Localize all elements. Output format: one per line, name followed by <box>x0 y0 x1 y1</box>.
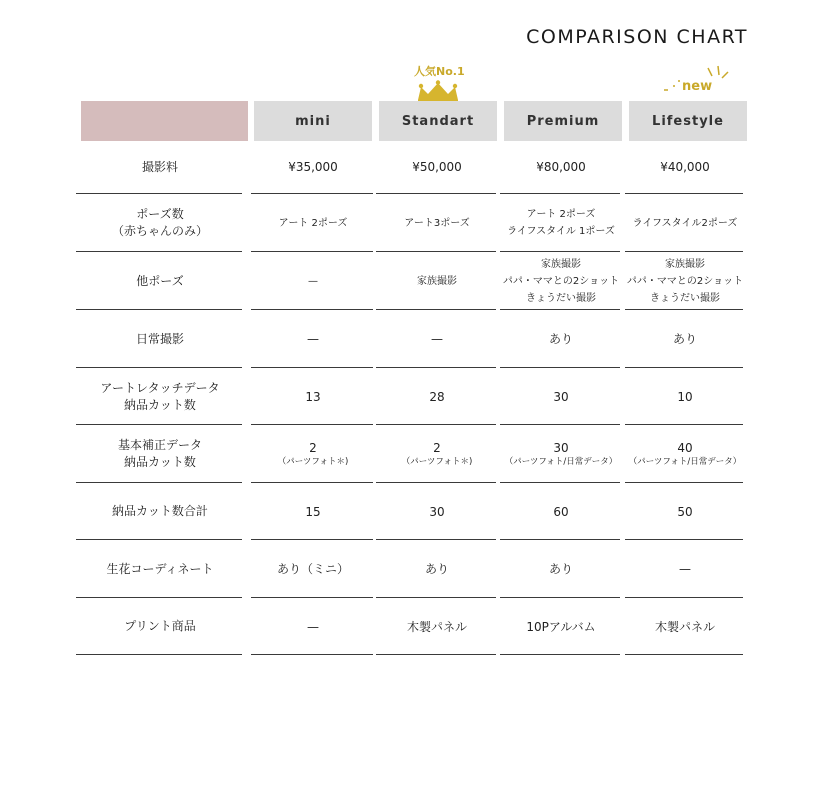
row-label-line: 日常撮影 <box>135 331 184 346</box>
plan-header-standart: Standart <box>379 101 497 141</box>
table-cell <box>251 540 375 598</box>
table-cell <box>500 368 622 425</box>
cell-value: （パーツフォト/日常データ） <box>504 456 618 467</box>
cell-value: ライフスタイル 1ポーズ <box>507 226 615 237</box>
row-label-line: 納品カット数 <box>124 397 196 412</box>
cell-value: 28 <box>429 389 445 404</box>
table-cell <box>625 140 745 194</box>
table-cell <box>625 194 745 252</box>
table-cell <box>500 540 622 598</box>
table-cell <box>625 252 745 310</box>
cell-value: 家族撮影 <box>665 258 705 270</box>
cell-value: 50 <box>677 504 693 519</box>
table-cell <box>376 425 498 483</box>
cell-value: （パーツフォト/日常データ） <box>628 456 742 467</box>
cell-value: 30 <box>553 389 569 404</box>
cell-value: アート 2ポーズ <box>278 217 348 229</box>
cell-value: 家族撮影 <box>541 258 581 270</box>
cell-value: あり（ミニ） <box>276 562 349 576</box>
cell-value: 10Pアルバム <box>526 619 596 634</box>
cell-value: 木製パネル <box>406 619 467 634</box>
cell-value: あり <box>548 332 573 346</box>
cell-value: パパ・ママとの2ショット <box>626 275 744 287</box>
cell-value: — <box>307 619 319 634</box>
cell-value: — <box>307 332 319 346</box>
cell-value: 40 <box>677 440 693 455</box>
row-label-line: プリント商品 <box>124 619 196 633</box>
table-cell <box>376 598 498 655</box>
table-cell <box>376 310 498 368</box>
table-cell <box>625 425 745 483</box>
table-cell <box>251 252 375 310</box>
row-label-line: ポーズ数 <box>136 207 184 221</box>
cell-value: ¥35,000 <box>288 160 338 174</box>
row-label-line: 納品カット数合計 <box>112 504 208 518</box>
row-label <box>76 252 244 310</box>
cell-value: 2 <box>309 440 317 455</box>
row-label-line: 基本補正データ <box>117 438 202 452</box>
row-divider <box>625 654 743 655</box>
row-label <box>76 483 244 540</box>
cell-value: 30 <box>553 440 569 455</box>
table-cell <box>251 425 375 483</box>
label-column-header <box>81 101 248 141</box>
table-cell <box>376 368 498 425</box>
table-cell <box>625 598 745 655</box>
table-cell <box>625 483 745 540</box>
plan-header-lifestyle: Lifestyle <box>629 101 747 141</box>
row-label <box>76 194 244 252</box>
cell-value: 10 <box>677 389 693 404</box>
cell-value: アート 2ポーズ <box>526 209 596 220</box>
row-label-line: 撮影料 <box>141 159 178 174</box>
cell-value: あり <box>548 562 573 576</box>
table-cell <box>251 598 375 655</box>
cell-value: （パーツフォト＊) <box>277 456 349 467</box>
row-divider <box>500 654 620 655</box>
table-cell <box>500 310 622 368</box>
table-cell <box>500 598 622 655</box>
row-label <box>76 425 244 483</box>
table-cell <box>251 140 375 194</box>
row-label <box>76 140 244 194</box>
cell-value: 家族撮影 <box>417 275 457 287</box>
row-divider <box>76 654 242 655</box>
table-cell <box>251 368 375 425</box>
cell-value: あり <box>424 562 449 576</box>
cell-value: きょうだい撮影 <box>650 292 720 304</box>
row-divider <box>251 654 373 655</box>
plan-header-mini: mini <box>254 101 372 141</box>
row-label <box>76 598 244 655</box>
table-cell <box>500 194 622 252</box>
table-cell <box>500 483 622 540</box>
table-cell <box>376 540 498 598</box>
row-label-line: 生花コーディネート <box>106 561 214 576</box>
cell-value: — <box>308 275 318 287</box>
table-cell <box>625 310 745 368</box>
page-title: COMPARISON CHART <box>526 26 748 48</box>
row-label-line: 他ポーズ <box>136 273 184 288</box>
cell-value: パパ・ママとの2ショット <box>502 275 620 287</box>
table-cell <box>500 425 622 483</box>
row-label <box>76 540 244 598</box>
cell-value: 木製パネル <box>654 619 715 634</box>
cell-value: ¥80,000 <box>536 160 586 174</box>
cell-value: あり <box>672 332 697 346</box>
cell-value: — <box>431 332 443 346</box>
table-cell <box>625 368 745 425</box>
table-cell <box>500 140 622 194</box>
table-cell <box>251 483 375 540</box>
table-cell <box>500 252 622 310</box>
row-label-line: 納品カット数 <box>124 455 196 469</box>
row-label-line: （赤ちゃんのみ） <box>111 224 208 238</box>
new-badge: new <box>682 79 713 94</box>
table-cell <box>376 140 498 194</box>
plan-header-premium: Premium <box>504 101 622 141</box>
cell-value: 2 <box>433 440 441 455</box>
cell-value: 30 <box>429 504 445 519</box>
cell-value: 15 <box>305 504 321 519</box>
cell-value: ¥40,000 <box>660 160 710 174</box>
cell-value: 13 <box>305 389 321 404</box>
table-cell <box>376 252 498 310</box>
table-cell <box>625 540 745 598</box>
table-cell <box>376 194 498 252</box>
cell-value: 60 <box>553 504 569 519</box>
cell-value: アート3ポーズ <box>404 217 470 229</box>
cell-value: ¥50,000 <box>412 160 462 174</box>
table-cell <box>376 483 498 540</box>
popular-badge: 人気No.1 <box>414 65 465 78</box>
row-label <box>76 368 244 425</box>
row-divider <box>376 654 496 655</box>
table-cell <box>251 310 375 368</box>
row-label-line: アートレタッチデータ <box>100 380 220 395</box>
row-label <box>76 310 244 368</box>
cell-value: — <box>679 562 691 576</box>
table-cell <box>251 194 375 252</box>
cell-value: きょうだい撮影 <box>526 292 596 304</box>
cell-value: （パーツフォト＊) <box>401 456 473 467</box>
cell-value: ライフスタイル2ポーズ <box>632 217 738 229</box>
